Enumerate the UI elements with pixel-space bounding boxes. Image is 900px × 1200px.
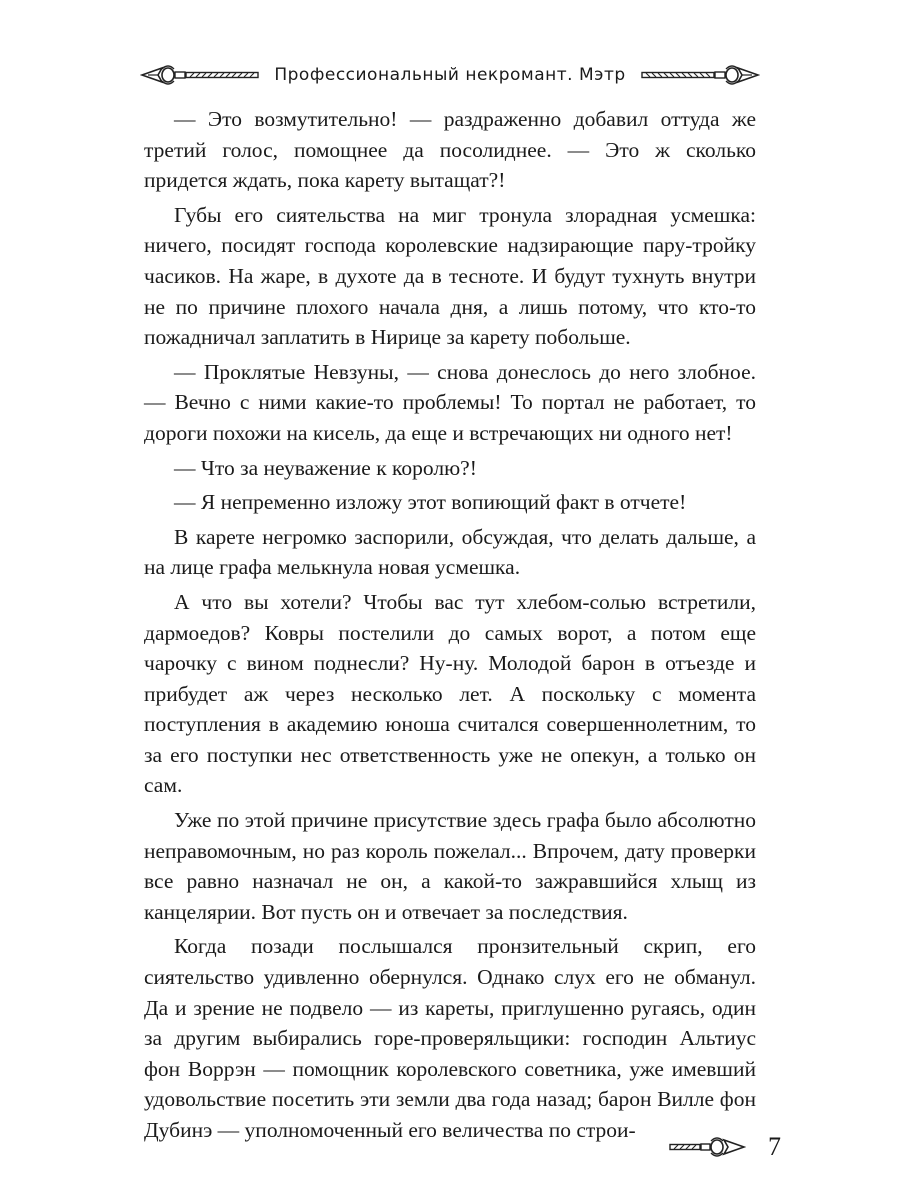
running-header [140,58,760,92]
spear-ornament-icon [668,1133,746,1161]
paragraph: В карете негромко заспорили, обсуждая, что делать дальше, а на лице графа мелькнула новая усмешка. [144,524,756,580]
paragraph: — Это возмутительно! — раздраженно добавил оттуда же третий голос, помощнее да посолиднее. — Это ж сколько придется ждать, пока карету вытащат?! [144,107,756,193]
paragraph: — Я непременно изложу этот вопиющий факт в отчете! [174,490,687,515]
page-footer [668,1132,781,1162]
paragraph: Губы его сиятельства на миг тронула злорадная усмешка: ничего, посидят господа королевские надзирающие пару-тройку часиков. На жаре, в духоте да в тесноте. И будут тухнуть внутри не по причине плохого начала дня, а лишь потому, что кто-то пожадничал заплатить в Нирице за карету побольше. [144,202,756,350]
paragraph: — Что за неуважение к королю?! [174,455,477,480]
paragraph: Когда позади послышался пронзительный скрип, его сиятельство удивленно обернулся. Однако слух его не обманул. Да и зрение не подвело — из кареты, приглушенно ругаясь, один за другим выбирались горе-проверяльщики: господин Альтиус фон Воррэн — помощник королевского советника, уже имевший удовольствие посетить эти земли два года назад; барон Вилле фон Дубинэ — уполномоченный его величества по строи- [144,934,756,1142]
spear-ornament-icon [140,60,260,90]
paragraph: А что вы хотели? Чтобы вас тут хлебом-солью встретили, дармоедов? Ковры постелили до самых ворот, а потом еще чарочку с вином поднесли? Ну-ну. Молодой барон в отъезде и прибудет аж через несколько лет. А поскольку с момента поступления в академию юноша считался совершеннолетним, то за его поступки нес ответственность уже не опекун, а только он сам. [144,589,756,798]
page-number: 7 [768,1132,781,1161]
running-title: Профессиональный некромант. Мэтр [274,65,626,85]
paragraph: Уже по этой причине присутствие здесь графа было абсолютно неправомочным, но раз король пожелал... Впрочем, дату проверки все равно назначал не он, а какой-то зажравшийся хлыщ из канцелярии. Вот пусть он и отвечает за последствия. [144,808,756,924]
spear-ornament-icon [640,60,760,90]
paragraph: — Проклятые Невзуны, — снова донеслось до него злобное. — Вечно с ними какие-то проблемы! То портал не работает, то дороги похожи на кисель, да еще и встречающих ни одного нет! [144,359,756,445]
body-text [144,104,756,1150]
